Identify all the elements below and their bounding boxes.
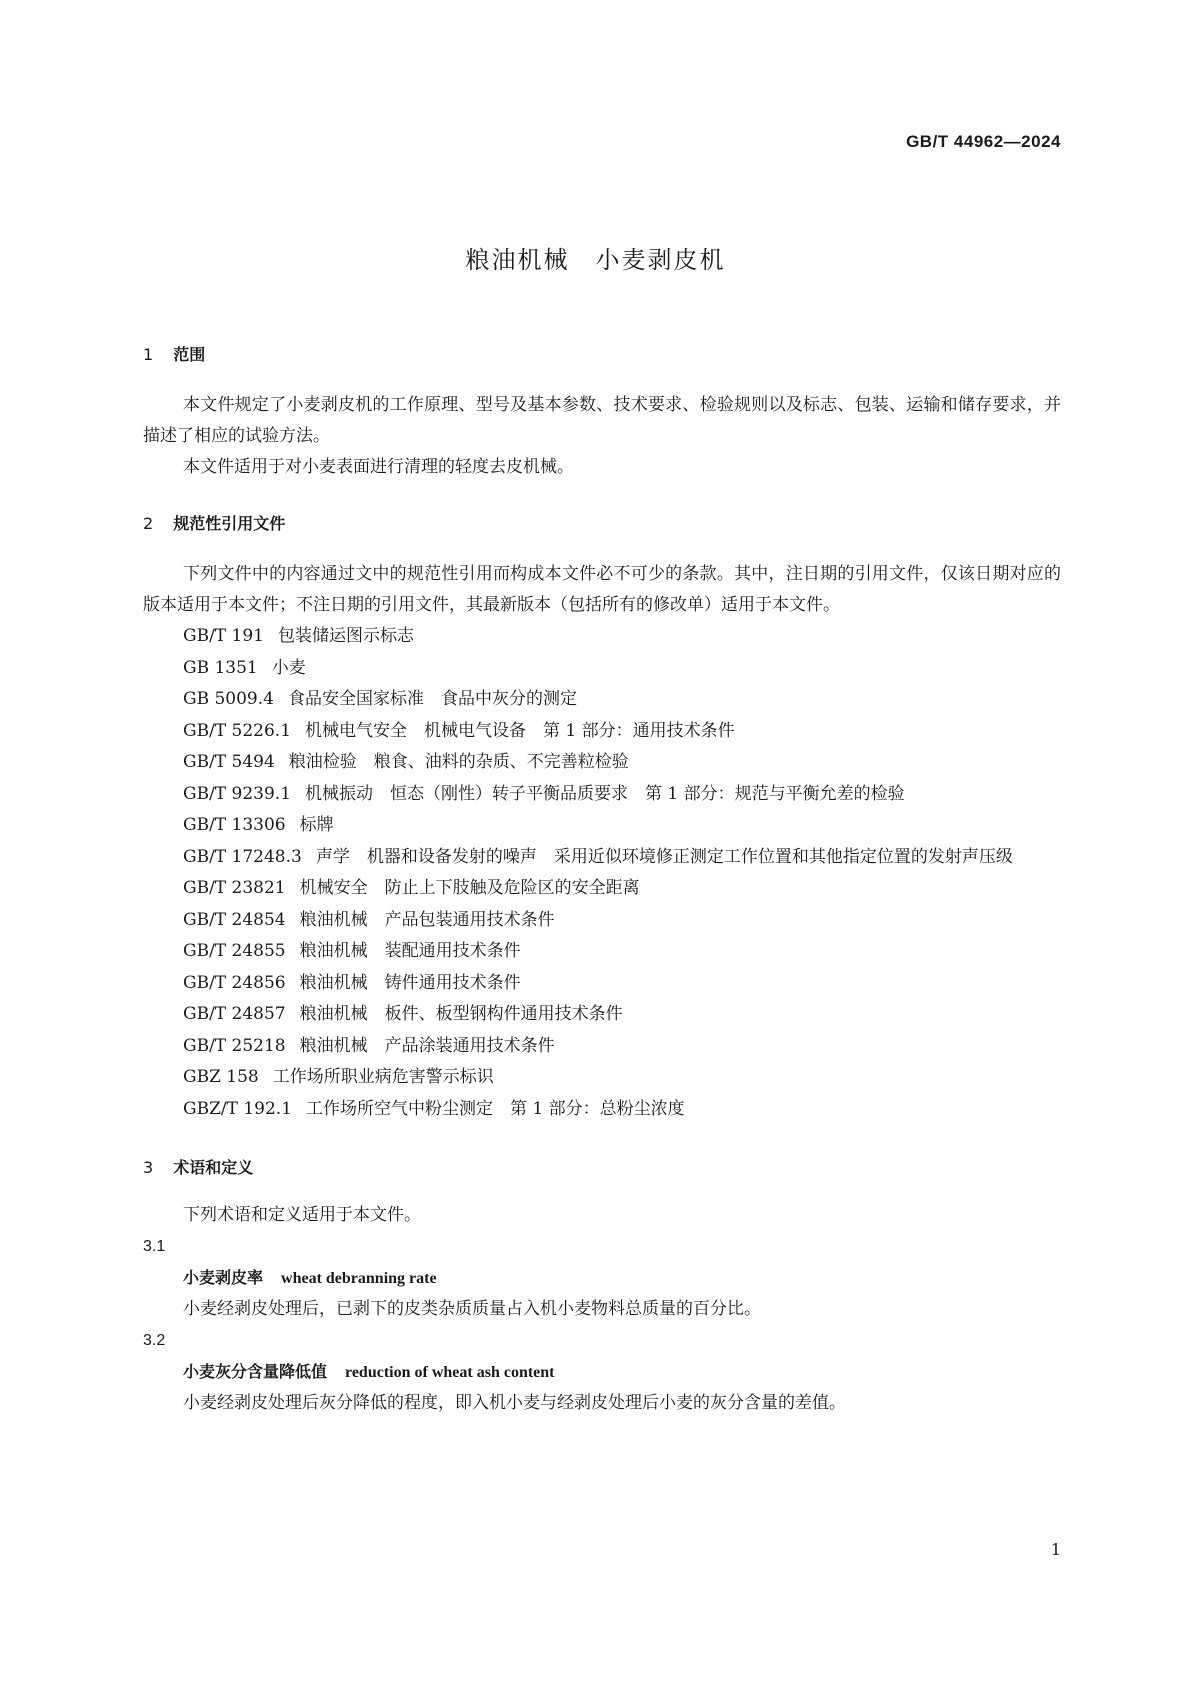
section-3-heading (143, 1155, 1061, 1178)
term-name (143, 1262, 1061, 1294)
reference-code: GB/T 13306 (183, 815, 286, 835)
paragraph: 本文件适用于对小麦表面进行清理的轻度去皮机械。 (183, 457, 574, 477)
reference-item (143, 621, 1061, 653)
section-title: 术语和定义 (173, 1158, 254, 1177)
term-name (143, 1356, 1061, 1388)
reference-code: GBZ/T 192.1 (183, 1098, 293, 1119)
reference-title: 小麦 (271, 657, 306, 678)
reference-list (143, 621, 1061, 1125)
section-1-heading (143, 342, 1061, 365)
term-entry (143, 1325, 1061, 1419)
term-number: 3.1 (143, 1238, 166, 1255)
reference-item (143, 684, 1061, 716)
reference-title: 工作场所职业病危害警示标识 (272, 1067, 494, 1087)
reference-title: 食品安全国家标准 食品中灰分的测定 (287, 689, 577, 709)
reference-title: 包装储运图示标志 (278, 626, 414, 646)
section-number: 3 (143, 1158, 154, 1177)
section-number: 2 (143, 514, 154, 533)
document-title: 粮油机械 小麦剥皮机 (465, 246, 726, 274)
paragraph: 下列文件中的内容通过文中的规范性引用而构成本文件必不可少的条款。其中，注日期的引用文件，仅该日期对应的版本适用于本文件；不注日期的引用文件，其最新版本（包括所有的修改单）适用于本文件。 (143, 564, 1061, 615)
reference-item (143, 968, 1061, 1000)
reference-code: GB/T 5226.1 (183, 720, 292, 741)
reference-code: GB/T 17248.3 (183, 846, 302, 867)
page-number: 1 (1050, 1540, 1061, 1559)
section-title: 规范性引用文件 (173, 514, 286, 533)
term-number: 3.2 (143, 1332, 166, 1349)
reference-item (143, 1062, 1061, 1094)
reference-title: 机械安全 防止上下肢触及危险区的安全距离 (299, 878, 640, 898)
reference-title: 粮油检验 粮食、油料的杂质、不完善粒检验 (288, 752, 629, 772)
term-name-en: reduction of wheat ash content (345, 1364, 555, 1381)
document-body (143, 342, 1061, 1419)
reference-code: GB 1351 (183, 657, 258, 678)
reference-code: GB/T 191 (183, 626, 264, 646)
reference-title: 粮油机械 产品涂装通用技术条件 (299, 1035, 555, 1056)
reference-item (143, 842, 1061, 874)
reference-title: 机械电气安全 机械电气设备 第 1 部分：通用技术条件 (305, 720, 735, 741)
term-entry (143, 1231, 1061, 1325)
term-name-zh: 小麦剥皮率 (183, 1268, 264, 1287)
paragraph: 下列术语和定义适用于本文件。 (183, 1205, 421, 1225)
reference-code: GB 5009.4 (183, 689, 274, 709)
reference-title: 粮油机械 铸件通用技术条件 (299, 972, 521, 993)
term-name-en: wheat debranning rate (281, 1270, 437, 1287)
reference-code: GB/T 5494 (183, 752, 275, 772)
reference-title: 粮油机械 产品包装通用技术条件 (299, 909, 555, 930)
reference-code: GB/T 24855 (183, 941, 286, 961)
reference-code: GB/T 9239.1 (183, 783, 292, 804)
reference-title: 声学 机器和设备发射的噪声 采用近似环境修正测定工作位置和其他指定位置的发射声压级 (315, 846, 1013, 867)
reference-title: 粮油机械 板件、板型钢构件通用技术条件 (299, 1004, 623, 1024)
section-2-heading (143, 511, 1061, 534)
reference-code: GB/T 23821 (183, 878, 286, 898)
reference-item (143, 1031, 1061, 1063)
reference-title: 机械振动 恒态（刚性）转子平衡品质要求 第 1 部分：规范与平衡允差的检验 (305, 783, 905, 804)
term-name-zh: 小麦灰分含量降低值 (183, 1362, 328, 1381)
reference-item (143, 716, 1061, 748)
reference-item (143, 1094, 1061, 1126)
term-definition: 小麦经剥皮处理后，已剥下的皮类杂质质量占入机小麦物料总质量的百分比。 (183, 1299, 761, 1319)
reference-item (143, 905, 1061, 937)
reference-code: GB/T 24857 (183, 1004, 286, 1024)
reference-item (143, 653, 1061, 685)
reference-title: 工作场所空气中粉尘测定 第 1 部分：总粉尘浓度 (306, 1098, 685, 1119)
reference-item (143, 810, 1061, 842)
paragraph: 本文件规定了小麦剥皮机的工作原理、型号及基本参数、技术要求、检验规则以及标志、包装、运输和储存要求，并描述了相应的试验方法。 (143, 395, 1061, 446)
section-number: 1 (143, 345, 154, 364)
reference-item (143, 999, 1061, 1031)
term-definition: 小麦经剥皮处理后灰分降低的程度，即入机小麦与经剥皮处理后小麦的灰分含量的差值。 (183, 1393, 846, 1413)
standard-code: GB/T 44962—2024 (906, 132, 1061, 151)
reference-title: 粮油机械 装配通用技术条件 (299, 941, 521, 961)
reference-code: GB/T 24856 (183, 972, 286, 993)
reference-code: GB/T 25218 (183, 1035, 286, 1056)
section-title: 范围 (173, 345, 206, 364)
reference-item (143, 873, 1061, 905)
reference-item (143, 936, 1061, 968)
reference-item (143, 747, 1061, 779)
reference-item (143, 779, 1061, 811)
reference-code: GBZ 158 (183, 1067, 259, 1087)
reference-title: 标牌 (299, 815, 334, 835)
reference-code: GB/T 24854 (183, 909, 286, 930)
